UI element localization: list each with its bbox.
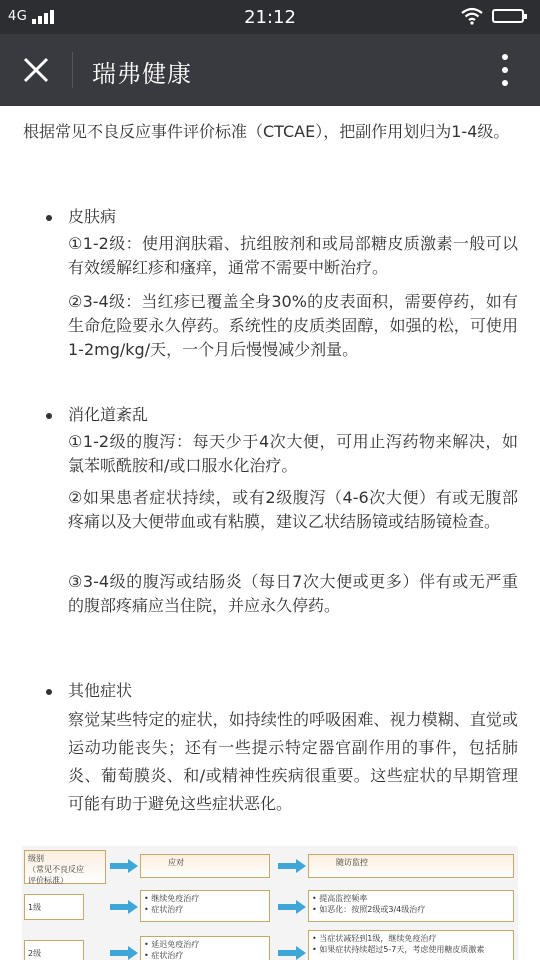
wifi-icon: [460, 7, 484, 25]
close-icon[interactable]: [14, 48, 58, 92]
arrow-icon: [278, 946, 306, 960]
diagram-header-grade: 级别 （常见不良反应 评价标准）: [24, 850, 106, 884]
diagram-monitor-1: • 提高监控频率 • 如恶化：按照2级或3/4级治疗: [308, 890, 514, 922]
section-title: 消化道紊乱: [68, 405, 149, 424]
diagram-grade-2: 2级: [24, 940, 84, 960]
status-bar: [0, 0, 540, 34]
bullet-icon: [46, 215, 52, 221]
arrow-icon: [110, 946, 138, 960]
arrow-icon: [278, 859, 306, 873]
bullet-icon: [46, 413, 52, 419]
section-paragraph: ①1-2级：使用润肤霜、抗组胺剂和或局部糖皮质激素一般可以有效缓解红疹和瘙痒，通常不需要中断治疗。: [68, 234, 518, 277]
more-options-icon[interactable]: [490, 50, 520, 90]
page-title: 瑞弗健康: [92, 60, 192, 88]
section-paragraph: 察觉某些特定的症状，如持续性的呼吸困难、视力模糊、直觉或运动功能丧失；还有一些提示特定器官副作用的事件，包括肺炎、葡萄膜炎、和/或精神性疾病很重要。这些症状的早期管理可能有助于避免这些症状恶化。: [68, 710, 518, 813]
grading-flow-diagram: [22, 846, 518, 960]
section-paragraph: ①1-2级的腹泻：每天少于4次大便，可用止泻药物来解决，如氯苯哌酰胺和/或口服水化治疗。: [68, 432, 518, 475]
title-divider: [72, 52, 73, 88]
network-type: 4G: [8, 9, 28, 24]
arrow-icon: [278, 900, 306, 914]
arrow-icon: [110, 859, 138, 873]
diagram-header-monitor: 随访监控: [308, 854, 514, 878]
intro-text: 根据常见不良反应事件评价标准（CTCAE），把副作用划归为1-4级。: [23, 122, 510, 141]
battery-icon: [492, 9, 524, 23]
arrow-icon: [110, 900, 138, 914]
diagram-response-2: • 延迟免疫治疗 • 症状治疗: [140, 936, 270, 960]
diagram-header-response: 应对: [140, 854, 270, 878]
section-paragraph: ②3-4级：当红疹已覆盖全身30%的皮表面积，需要停药，如有生命危险要永久停药。系统性的皮质类固醇，如强的松，可使用1-2mg/kg/天，一个月后慢慢减少剂量。: [68, 292, 518, 359]
section-paragraph: ②如果患者症状持续，或有2级腹泻（4-6次大便）有或无腹部疼痛以及大便带血或有粘膜，建议乙状结肠镜或结肠镜检查。: [68, 488, 518, 531]
clock: 21:12: [244, 7, 296, 28]
section-paragraph: ③3-4级的腹泻或结肠炎（每日7次大便或更多）伴有或无严重的腹部疼痛应当住院，并应永久停药。: [68, 572, 518, 615]
diagram-monitor-2: • 当症状减轻到1级，继续免疫治疗 • 如果症状持续超过5-7天，考虑使用糖皮质激素: [308, 930, 514, 960]
section-title: 其他症状: [68, 681, 133, 700]
diagram-grade-1: 1级: [24, 894, 84, 920]
bullet-icon: [46, 689, 52, 695]
diagram-response-1: • 继续免疫治疗 • 症状治疗: [140, 890, 270, 922]
article-content: [0, 106, 540, 960]
title-bar: [0, 34, 540, 106]
section-title: 皮肤病: [68, 207, 117, 226]
